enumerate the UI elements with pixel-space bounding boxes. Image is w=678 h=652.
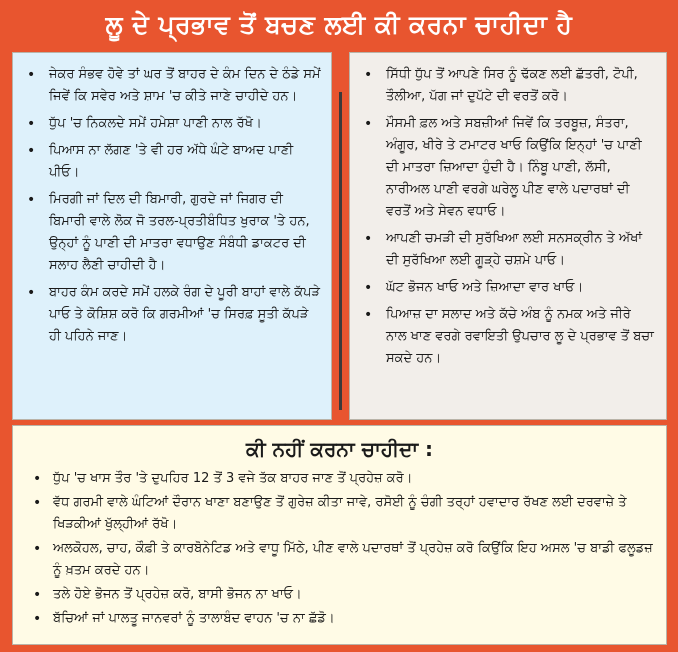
list-item: • ਸਿੱਧੀ ਧੁੱਪ ਤੋਂ ਆਪਣੇ ਸਿਰ ਨੂੰ ਢੱਕਣ ਲਈ ਛੱਤਰੀ, ਟੋਪੀ, ਤੌਲੀਆ, ਪੱਗ ਜਾਂ ਦੁਪੱਟੇ ਦੀ ਵਰਤੋਂ ਕਰੋ। xyxy=(350,64,654,108)
donts-heading: ਕੀ ਨਹੀਂ ਕਰਨਾ ਚਾਹੀਦਾ : xyxy=(245,437,434,461)
left-tips-panel xyxy=(12,52,332,420)
list-item: • ਬਾਹਰ ਕੰਮ ਕਰਦੇ ਸਮੇਂ ਹਲਕੇ ਰੰਗ ਦੇ ਪੂਰੀ ਬਾਹਾਂ ਵਾਲੇ ਕੱਪੜੇ ਪਾਓ ਤੇ ਕੋਸ਼ਿਸ਼ ਕਰੋ ਕਿ ਗਰਮੀਆਂ 'ਚ ਸਿਰਫ਼ ਸੂਤੀ ਕੱਪੜੇ ਹੀ ਪਹਿਨੇ ਜਾਣ। xyxy=(13,282,321,348)
list-item: • ਮਿਰਗੀ ਜਾਂ ਦਿਲ ਦੀ ਬਿਮਾਰੀ, ਗੁਰਦੇ ਜਾਂ ਜਿਗਰ ਦੀ ਬਿਮਾਰੀ ਵਾਲੇ ਲੋਕ ਜੋ ਤਰਲ-ਪ੍ਰਤੀਬੰਧਿਤ ਖੁਰਾਕ 'ਤੇ ਹਨ, ਉਨ੍ਹਾਂ ਨੂੰ ਪਾਣੀ ਦੀ ਮਾਤਰਾ ਵਧਾਉਣ ਸੰਬੰਧੀ ਡਾਕਟਰ ਦੀ ਸਲਾਹ ਲੈਣੀ ਚਾਹੀਦੀ ਹੈ। xyxy=(13,189,321,277)
list-item: • ਤਲੇ ਹੋਏ ਭੋਜਨ ਤੋਂ ਪ੍ਰਹੇਜ਼ ਕਰੋ, ਬਾਸੀ ਭੋਜਨ ਨਾ ਖਾਓ। xyxy=(13,584,654,606)
list-item: • ਘੱਟ ਭੋਜਨ ਖਾਓ ਅਤੇ ਜ਼ਿਆਦਾ ਵਾਰ ਖਾਓ। xyxy=(350,277,654,299)
right-tips-panel xyxy=(349,52,667,420)
donts-list xyxy=(13,464,666,630)
donts-panel xyxy=(12,425,667,645)
list-item: • ਅਲਕੋਹਲ, ਚਾਹ, ਕੌਫ਼ੀ ਤੇ ਕਾਰਬੋਨੇਟਿਡ ਅਤੇ ਵਾਧੂ ਮਿੱਠੇ, ਪੀਣ ਵਾਲੇ ਪਦਾਰਥਾਂ ਤੋਂ ਪ੍ਰਹੇਜ਼ ਕਰੋ ਕਿਉਂਕਿ ਇਹ ਅਸਲ 'ਚ ਬਾਡੀ ਫਲੂਡਜ਼ ਨੂੰ ਖ਼ਤਮ ਕਰਦੇ ਹਨ। xyxy=(13,538,654,582)
left-tips-list xyxy=(13,53,331,348)
poster-title: ਲੂ ਦੇ ਪ੍ਰਭਾਵ ਤੋਂ ਬਚਣ ਲਈ ਕੀ ਕਰਨਾ ਚਾਹੀਦਾ ਹੈ xyxy=(105,10,573,39)
list-item: • ਧੁੱਪ 'ਚ ਨਿਕਲਦੇ ਸਮੇਂ ਹਮੇਸ਼ਾ ਪਾਣੀ ਨਾਲ ਰੱਖੋ। xyxy=(13,113,321,135)
list-item: • ਬੱਚਿਆਂ ਜਾਂ ਪਾਲਤੂ ਜਾਨਵਰਾਂ ਨੂੰ ਤਾਲਾਬੰਦ ਵਾਹਨ 'ਚ ਨਾ ਛੱਡੋ। xyxy=(13,608,654,630)
list-item: • ਪਿਆਸ ਨਾ ਲੱਗਣ 'ਤੇ ਵੀ ਹਰ ਅੱਧੇ ਘੰਟੇ ਬਾਅਦ ਪਾਣੀ ਪੀਓ। xyxy=(13,140,321,184)
list-item: • ਵੱਧ ਗਰਮੀ ਵਾਲੇ ਘੰਟਿਆਂ ਦੌਰਾਨ ਖਾਣਾ ਬਣਾਉਣ ਤੋਂ ਗੁਰੇਜ਼ ਕੀਤਾ ਜਾਵੇ, ਰਸੋਈ ਨੂੰ ਚੰਗੀ ਤਰ੍ਹਾਂ ਹਵਾਦਾਰ ਰੱਖਣ ਲਈ ਦਰਵਾਜ਼ੇ ਤੇ ਖਿੜਕੀਆਂ ਖੁੱਲ੍ਹੀਆਂ ਰੱਖੋ। xyxy=(13,492,654,536)
list-item: • ਧੁੱਪ 'ਚ ਖਾਸ ਤੌਰ 'ਤੇ ਦੁਪਹਿਰ 12 ਤੋਂ 3 ਵਜੇ ਤੱਕ ਬਾਹਰ ਜਾਣ ਤੋਂ ਪ੍ਰਹੇਜ਼ ਕਰੋ। xyxy=(13,468,654,490)
list-item: • ਆਪਣੀ ਚਮੜੀ ਦੀ ਸੁਰੱਖਿਆ ਲਈ ਸਨਸਕ੍ਰੀਨ ਤੇ ਅੱਖਾਂ ਦੀ ਸੁਰੱਖਿਆ ਲਈ ਗੂੜ੍ਹੇ ਚਸ਼ਮੇ ਪਾਓ। xyxy=(350,228,654,272)
list-item: • ਜੇਕਰ ਸੰਭਵ ਹੋਵੇ ਤਾਂ ਘਰ ਤੋਂ ਬਾਹਰ ਦੇ ਕੰਮ ਦਿਨ ਦੇ ਠੰਡੇ ਸਮੇਂ ਜਿਵੇਂ ਕਿ ਸਵੇਰ ਅਤੇ ਸ਼ਾਮ 'ਚ ਕੀਤੇ ਜਾਣੇ ਚਾਹੀਦੇ ਹਨ। xyxy=(13,64,321,108)
right-tips-list xyxy=(350,53,666,370)
list-item: • ਪਿਆਜ਼ ਦਾ ਸਲਾਦ ਅਤੇ ਕੱਚੇ ਅੰਬ ਨੂੰ ਨਮਕ ਅਤੇ ਜੀਰੇ ਨਾਲ ਖਾਣ ਵਰਗੇ ਰਵਾਇਤੀ ਉਪਚਾਰ ਲੂ ਦੇ ਪ੍ਰਭਾਵ ਤੋਂ ਬਚਾ ਸਕਦੇ ਹਨ। xyxy=(350,304,654,370)
list-item: • ਮੌਸਮੀ ਫ਼ਲ ਅਤੇ ਸਬਜ਼ੀਆਂ ਜਿਵੇਂ ਕਿ ਤਰਬੂਜ਼, ਸੰਤਰਾ, ਅੰਗੂਰ, ਖੀਰੇ ਤੇ ਟਮਾਟਰ ਖਾਓ ਕਿਉਂਕਿ ਇਨ੍ਹਾਂ 'ਚ ਪਾਣੀ ਦੀ ਮਾਤਰਾ ਜ਼ਿਆਦਾ ਹੁੰਦੀ ਹੈ। ਨਿੰਬੂ ਪਾਣੀ, ਲੱਸੀ, ਨਾਰੀਅਲ ਪਾਣੀ ਵਰਗੇ ਘਰੇਲੂ ਪੀਣ ਵਾਲੇ ਪਦਾਰਥਾਂ ਦੀ ਵਰਤੋਂ ਅਤੇ ਸੇਵਨ ਵਧਾਓ। xyxy=(350,113,654,223)
column-divider xyxy=(339,92,342,410)
